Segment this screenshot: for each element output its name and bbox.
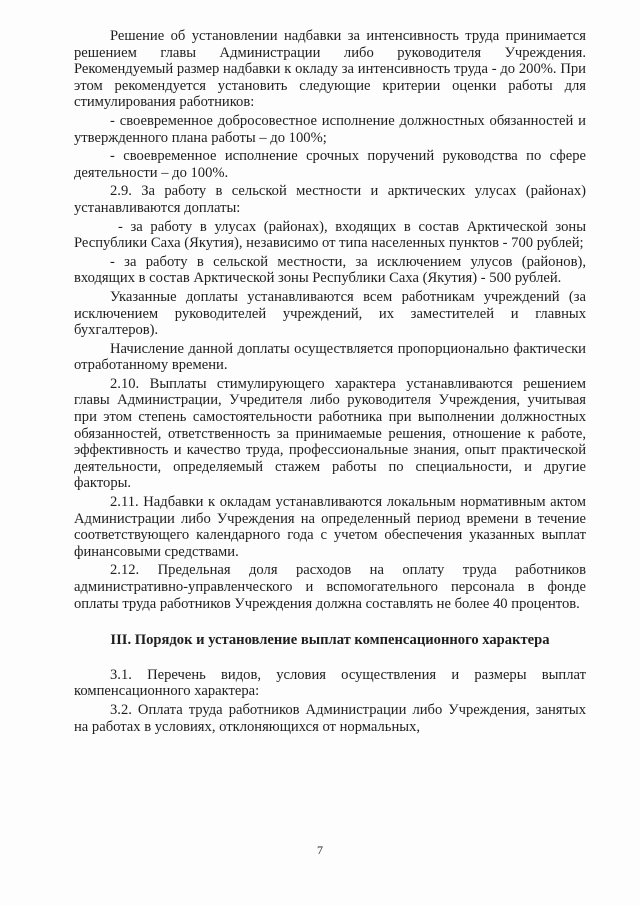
paragraph-rural-allowance: - за работу в сельской местности, за исключением улусов (районов), входящих в состав Арктической зоны Республики Саха (Якутия) - 500 рублей.: [74, 253, 586, 287]
paragraph-2-10: 2.10. Выплаты стимулирующего характера устанавливаются решением главы Администрации, Учредителя либо руководителя Учреждения, учитывая при этом степень самостоятельности работника при выполнении должностных обязанностей, ответственность за принимаемые решения, отношение к работе, эффективность и качество труда, профессиональные знания, опыт практической деятельности, определяемый стажем работы по специальности, и другие факторы.: [74, 375, 586, 492]
page-number: 7: [317, 843, 323, 857]
paragraph-2-11: 2.11. Надбавки к окладам устанавливаются локальным нормативным актом Администрации либо Учреждения на определенный период времени в течение соответствующего календарного года с учетом обеспечения указанных выплат финансовыми средствами.: [74, 494, 586, 560]
paragraph-criterion-duties: - своевременное добросовестное исполнение должностных обязанностей и утвержденного плана работы – до 100%;: [74, 112, 586, 146]
paragraph-criterion-urgent: - своевременное исполнение срочных поручений руководства по сфере деятельности – до 100%.: [74, 148, 586, 181]
paragraph-intensity-bonus: Решение об установлении надбавки за интенсивность труда принимается решением главы Администрации либо руководителя Учреждения. Рекомендуемый размер надбавки к окладу за интенсивность труда - до 200%. При этом рекомендуется установить следующие критерии оценки работы для стимулирования работников:: [74, 28, 586, 111]
paragraph-2-9: 2.9. За работу в сельской местности и арктических улусах (районах) устанавливаются доплаты:: [74, 183, 586, 216]
paragraph-arctic-allowance: - за работу в улусах (районах), входящих в состав Арктической зоны Республики Саха (Якутия), независимо от типа населенных пунктов - 700 рублей;: [74, 218, 586, 252]
paragraph-allowance-scope: Указанные доплаты устанавливаются всем работникам учреждений (за исключением руководителей учреждений, их заместителей и главных бухгалтеров).: [74, 288, 586, 339]
paragraph-2-12: 2.12. Предельная доля расходов на оплату труда работников административно-управленческого и вспомогательного персонала в фонде оплаты труда работников Учреждения должна составлять не более 40 процентов.: [74, 562, 586, 612]
paragraph-3-1: 3.1. Перечень видов, условия осуществления и размеры выплат компенсационного характера:: [74, 666, 586, 700]
paragraph-3-2: 3.2. Оплата труда работников Администрации либо Учреждения, занятых на работах в условиях, отклоняющихся от нормальных,: [74, 701, 586, 735]
section-heading-iii: III. Порядок и установление выплат компенсационного характера: [110, 632, 550, 649]
paragraph-allowance-calculation: Начисление данной доплаты осуществляется пропорционально фактически отработанному времени.: [74, 340, 586, 374]
document-body: [74, 28, 586, 737]
